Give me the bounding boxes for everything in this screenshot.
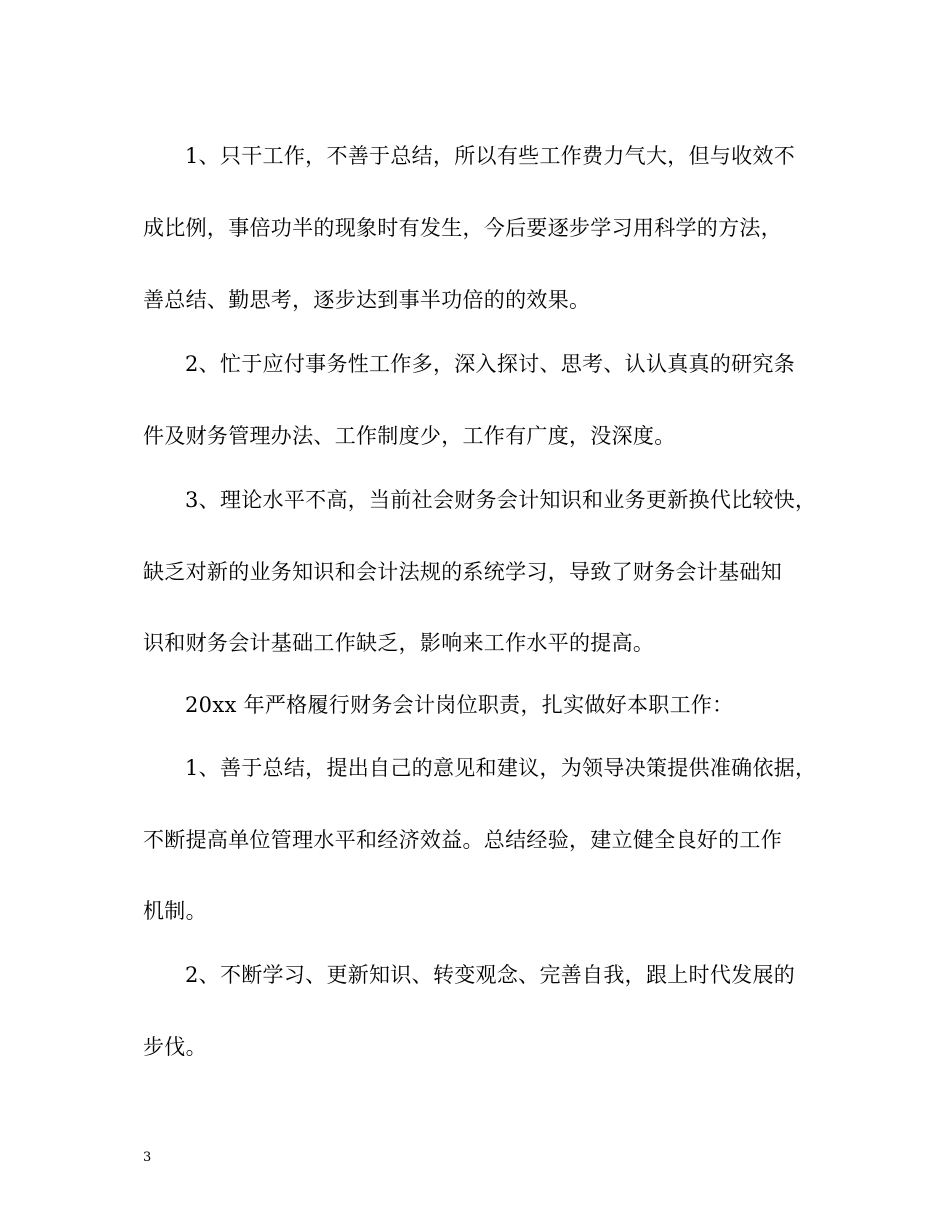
paragraph-line: 不断提高单位管理水平和经济效益。总结经验，建立健全良好的工作: [143, 828, 782, 852]
paragraph-line: 机制。: [143, 899, 207, 923]
paragraph-line: 成比例，事倍功半的现象时有发生，今后要逐步学习用科学的方法，: [143, 216, 782, 240]
paragraph-line: 步伐。: [143, 1035, 207, 1059]
page-number: 3: [143, 1150, 152, 1165]
paragraph-line: 善总结、勤思考，逐步达到事半功倍的的效果。: [143, 288, 591, 312]
paragraph-line: 2、不断学习、更新知识、转变观念、完善自我，跟上时代发展的: [185, 963, 796, 987]
paragraph-line: 识和财务会计基础工作缺乏，影响来工作水平的提高。: [143, 631, 655, 655]
paragraph-line: 1、善于总结，提出自己的意见和建议，为领导决策提供准确依据，: [185, 756, 817, 780]
paragraph-line: 件及财务管理办法、工作制度少，工作有广度，没深度。: [143, 424, 676, 448]
paragraph-line: 2、忙于应付事务性工作多，深入探讨、思考、认认真真的研究条: [185, 352, 796, 376]
paragraph-line: 1、只干工作，不善于总结，所以有些工作费力气大，但与收效不: [185, 144, 796, 168]
paragraph-line: 缺乏对新的业务知识和会计法规的系统学习，导致了财务会计基础知: [143, 560, 782, 584]
paragraph-line: 20xx 年严格履行财务会计岗位职责，扎实做好本职工作：: [185, 693, 734, 717]
paragraph-line: 3、理论水平不高，当前社会财务会计知识和业务更新换代比较快，: [185, 488, 817, 512]
